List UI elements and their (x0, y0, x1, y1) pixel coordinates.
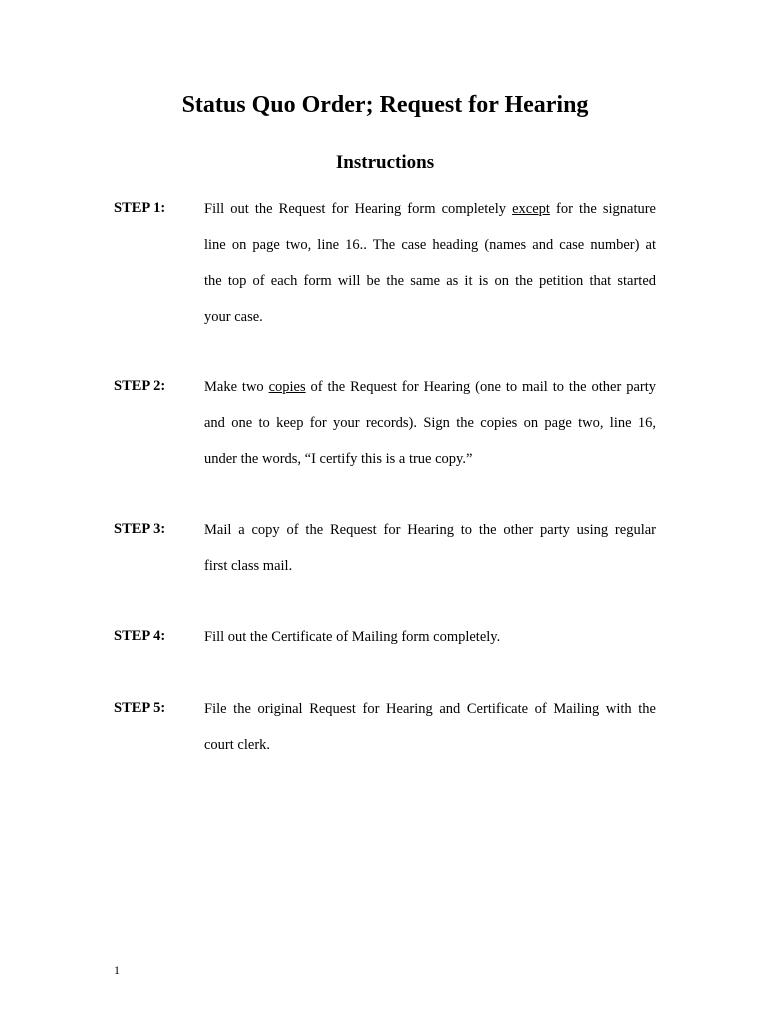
step-4-label: STEP 4: (114, 628, 166, 644)
step-3-label: STEP 3: (114, 521, 166, 537)
section-heading: Instructions (335, 152, 435, 173)
text-line: line on page two, line 16.. The case heading (names and case number) at (204, 237, 656, 253)
text-line: Mail a copy of the Request for Hearing to the other party using regular (204, 522, 656, 538)
underlined-word: except (512, 201, 550, 217)
underlined-word: copies (268, 379, 306, 395)
text-segment: Make two (204, 379, 269, 395)
step-2-text (204, 378, 656, 486)
step-3-text (204, 521, 656, 593)
step-5-label: STEP 5: (114, 700, 166, 716)
text-line (204, 378, 656, 414)
step-5-text (204, 700, 656, 772)
text-line (204, 200, 656, 236)
text-segment: Fill out the Request for Hearing form completely (204, 201, 513, 217)
text-line: and one to keep for your records). Sign the copies on page two, line 16, (204, 415, 656, 431)
step-1-text (204, 200, 656, 344)
text-line: File the original Request for Hearing and Certificate of Mailing with the (204, 701, 656, 717)
text-segment: of the Request for Hearing (one to mail to the other party (305, 379, 656, 395)
text-line: Fill out the Certificate of Mailing form completely. (204, 629, 501, 645)
step-2-label: STEP 2: (114, 378, 166, 394)
text-line: court clerk. (204, 737, 271, 753)
step-4-text (204, 628, 656, 664)
text-line: the top of each form will be the same as it is on the petition that started (204, 273, 656, 289)
text-line: your case. (204, 309, 263, 325)
document-title: Status Quo Order; Request for Hearing (181, 92, 589, 118)
text-segment: for the signature (549, 201, 656, 217)
step-1-label: STEP 1: (114, 200, 166, 216)
text-line: under the words, “I certify this is a true copy.” (204, 451, 473, 467)
text-line: first class mail. (204, 558, 293, 574)
page-number: 1 (114, 963, 120, 977)
